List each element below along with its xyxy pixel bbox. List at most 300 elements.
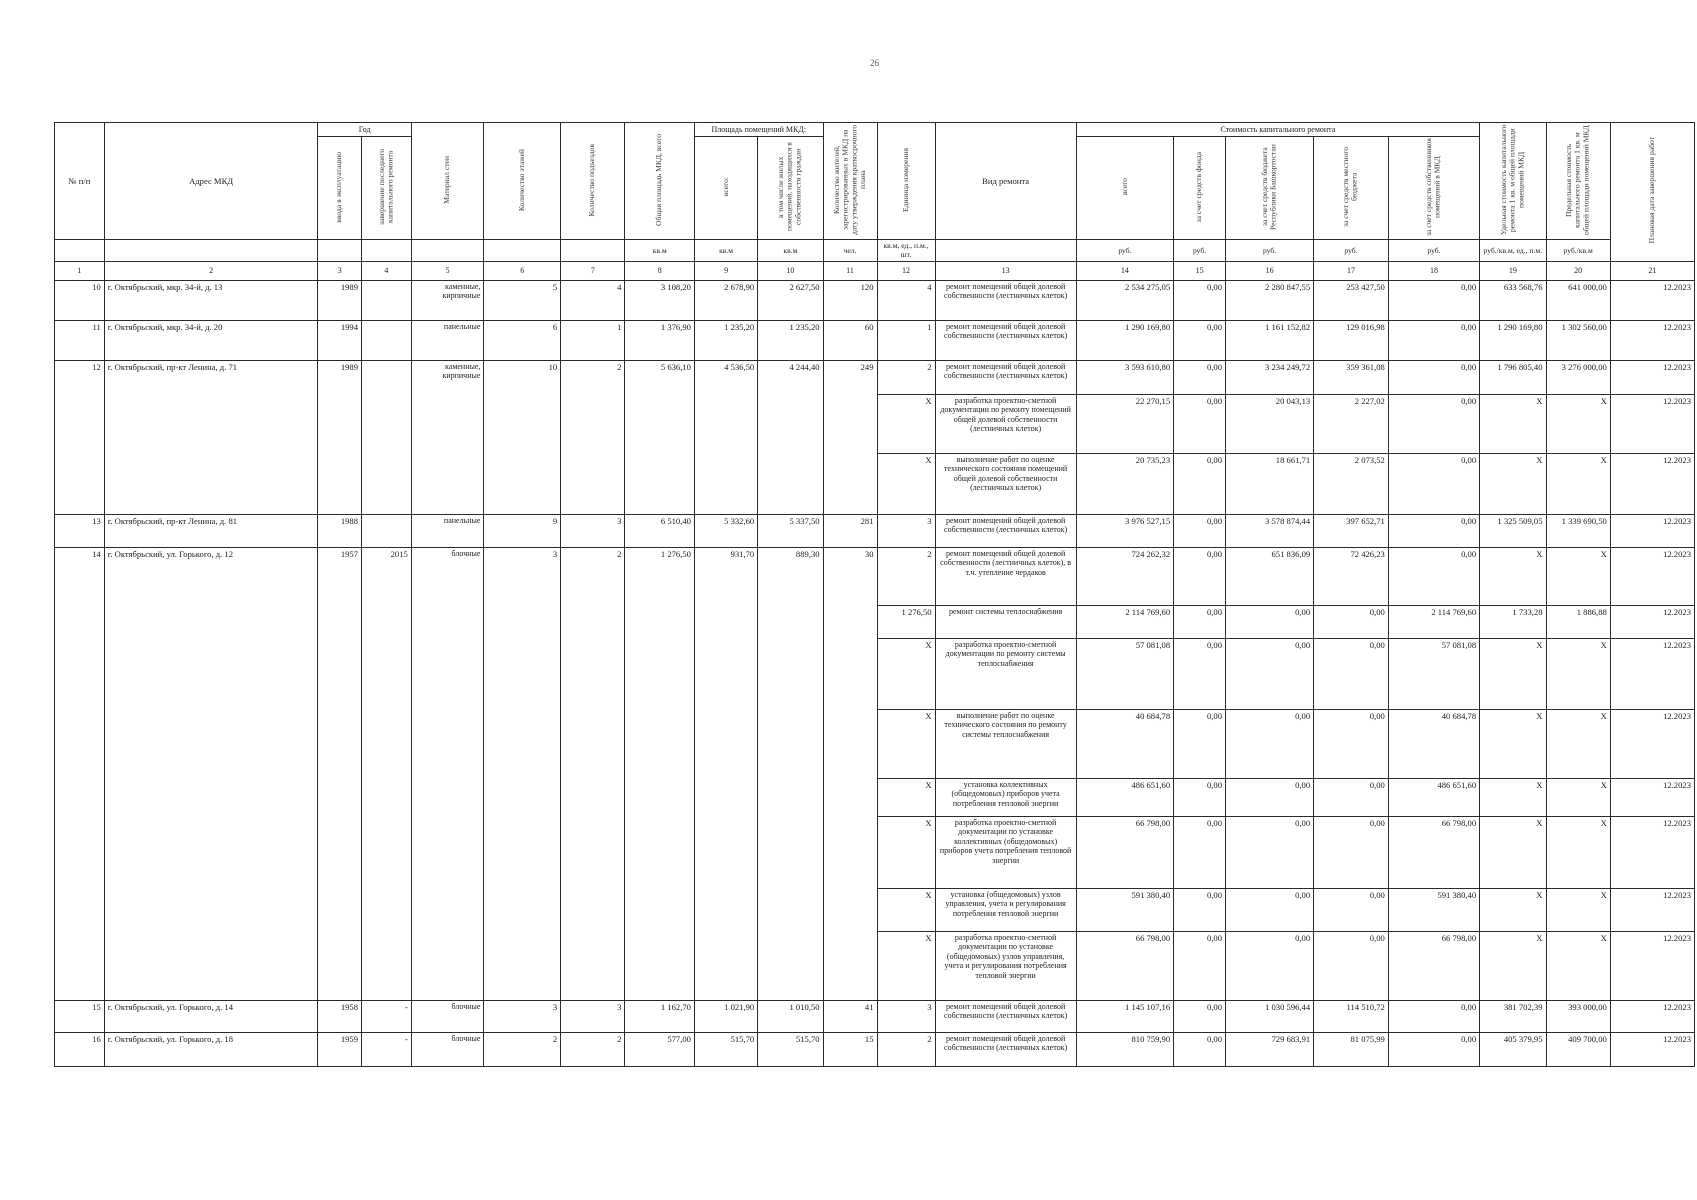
- work-measure: X: [877, 816, 935, 888]
- cost-total: 2 114 769,60: [1076, 605, 1174, 638]
- completion-date: 12.2023: [1610, 1032, 1694, 1066]
- cost-total: 22 270,15: [1076, 394, 1174, 453]
- work-measure: X: [877, 394, 935, 453]
- cost-fund: 0,00: [1174, 888, 1226, 931]
- cost-fund: 0,00: [1174, 931, 1226, 1000]
- completion-date: 12.2023: [1610, 1000, 1694, 1032]
- residents-count: 41: [823, 1000, 877, 1032]
- cost-owners: 486 651,60: [1388, 778, 1479, 816]
- cost-fund: 0,00: [1174, 394, 1226, 453]
- column-number: 10: [758, 261, 823, 280]
- table-row: [55, 1000, 1695, 1032]
- total-area: 6 510,40: [625, 514, 694, 547]
- column-number: 3: [318, 261, 362, 280]
- floors-count: 5: [484, 280, 561, 320]
- repair-type: ремонт помещений общей долевой собственности (лестничных клеток): [935, 360, 1076, 394]
- floors-count: 10: [484, 360, 561, 514]
- wall-material: блочные: [411, 1032, 484, 1066]
- entrances-count: 2: [561, 547, 625, 1000]
- building-no: 16: [55, 1032, 105, 1066]
- cost-fund: 0,00: [1174, 709, 1226, 778]
- max-cost: 3 276 000,00: [1546, 360, 1610, 394]
- column-number: 11: [823, 261, 877, 280]
- residents-count: 60: [823, 320, 877, 360]
- building-address: г. Октябрьский, пр-кт Ленина, д. 71: [104, 360, 318, 514]
- repair-type: ремонт помещений общей долевой собственности (лестничных клеток): [935, 320, 1076, 360]
- completion-date: 12.2023: [1610, 360, 1694, 394]
- building-no: 14: [55, 547, 105, 1000]
- header-units-measure: Единица измерения: [877, 123, 935, 240]
- premises-area: 1 235,20: [694, 320, 757, 360]
- premises-area: 515,70: [694, 1032, 757, 1066]
- residents-count: 281: [823, 514, 877, 547]
- building-address: г. Октябрьский, пр-кт Ленина, д. 81: [104, 514, 318, 547]
- year-commissioning: 1958: [318, 1000, 362, 1032]
- unit-cost-total: руб.: [1076, 240, 1174, 261]
- completion-date: 12.2023: [1610, 778, 1694, 816]
- wall-material: каменные, кирпичные: [411, 360, 484, 514]
- cost-local: 397 652,71: [1314, 514, 1389, 547]
- cost-local: 0,00: [1314, 888, 1389, 931]
- building-address: г. Октябрьский, мкр. 34-й, д. 20: [104, 320, 318, 360]
- unit-cost: 1 796 805,40: [1480, 360, 1546, 394]
- column-number: 20: [1546, 261, 1610, 280]
- completion-date: 12.2023: [1610, 394, 1694, 453]
- max-cost: 1 339 690,50: [1546, 514, 1610, 547]
- repair-type: разработка проектно-сметной документации по установке (общедомовых) узлов управления, учета и регулирования потребления тепловой энергии: [935, 931, 1076, 1000]
- cost-local: 72 426,23: [1314, 547, 1389, 605]
- cost-local: 0,00: [1314, 816, 1389, 888]
- unit-cost: X: [1480, 778, 1546, 816]
- cost-total: 66 798,00: [1076, 816, 1174, 888]
- cost-owners: 2 114 769,60: [1388, 605, 1479, 638]
- column-number: 1: [55, 261, 105, 280]
- residents-count: 15: [823, 1032, 877, 1066]
- cost-local: 359 361,08: [1314, 360, 1389, 394]
- cost-total: 66 798,00: [1076, 931, 1174, 1000]
- work-measure: X: [877, 931, 935, 1000]
- cost-fund: 0,00: [1174, 320, 1226, 360]
- premises-area: 931,70: [694, 547, 757, 1000]
- header-year-group: Год: [318, 123, 411, 137]
- work-measure: 2: [877, 1032, 935, 1066]
- cost-republic: 20 043,13: [1226, 394, 1314, 453]
- completion-date: 12.2023: [1610, 638, 1694, 709]
- cost-local: 0,00: [1314, 605, 1389, 638]
- cost-total: 810 759,90: [1076, 1032, 1174, 1066]
- cost-total: 57 081,08: [1076, 638, 1174, 709]
- unit-cost: 381 702,39: [1480, 1000, 1546, 1032]
- unit-cost: X: [1480, 394, 1546, 453]
- repair-type: разработка проектно-сметной документации по ремонту помещений общей долевой собственности (лестничных клеток): [935, 394, 1076, 453]
- unit-premises-total: кв.м: [694, 240, 757, 261]
- cost-local: 0,00: [1314, 638, 1389, 709]
- header-cost-group: Стоимость капитального ремонта: [1076, 123, 1479, 137]
- cost-total: 2 534 275,05: [1076, 280, 1174, 320]
- repair-type: ремонт помещений общей долевой собственности (лестничных клеток): [935, 280, 1076, 320]
- year-commissioning: 1988: [318, 514, 362, 547]
- header-residents: Количество жителей, зарегистрированных в МКД на дату утверждения краткосрочного плана: [823, 123, 877, 240]
- table-row: [55, 280, 1695, 320]
- premises-capital-area: 889,30: [758, 547, 823, 1000]
- premises-area: 5 332,60: [694, 514, 757, 547]
- column-number: 4: [362, 261, 412, 280]
- unit-unit-cost: руб./кв.м, ед., п.м.: [1480, 240, 1546, 261]
- wall-material: каменные, кирпичные: [411, 280, 484, 320]
- repair-type: установка коллективных (общедомовых) приборов учета потребления тепловой энергии: [935, 778, 1076, 816]
- cost-owners: 0,00: [1388, 394, 1479, 453]
- work-measure: 2: [877, 547, 935, 605]
- max-cost: 1 886,88: [1546, 605, 1610, 638]
- cost-total: 3 976 527,15: [1076, 514, 1174, 547]
- cost-republic: 0,00: [1226, 709, 1314, 778]
- cost-fund: 0,00: [1174, 453, 1226, 514]
- cost-total: 486 651,60: [1076, 778, 1174, 816]
- cost-total: 3 593 610,80: [1076, 360, 1174, 394]
- year-commissioning: 1989: [318, 360, 362, 514]
- year-last-repair: [362, 514, 412, 547]
- header-address: Адрес МКД: [104, 123, 318, 240]
- cost-republic: 0,00: [1226, 816, 1314, 888]
- column-number: 15: [1174, 261, 1226, 280]
- cost-local: 114 510,72: [1314, 1000, 1389, 1032]
- header-total-area: Общая площадь МКД, всего: [625, 123, 694, 240]
- cost-fund: 0,00: [1174, 1032, 1226, 1066]
- floors-count: 9: [484, 514, 561, 547]
- building-address: г. Октябрьский, ул. Горького, д. 12: [104, 547, 318, 1000]
- header-repair-type: Вид ремонта: [935, 123, 1076, 240]
- column-number: 7: [561, 261, 625, 280]
- entrances-count: 2: [561, 1032, 625, 1066]
- repair-type: ремонт помещений общей долевой собственности (лестничных клеток): [935, 1032, 1076, 1066]
- column-number: 9: [694, 261, 757, 280]
- unit-cost: 405 379,95: [1480, 1032, 1546, 1066]
- completion-date: 12.2023: [1610, 931, 1694, 1000]
- repair-type: разработка проектно-сметной документации по ремонту системы теплоснабжения: [935, 638, 1076, 709]
- premises-capital-area: 4 244,40: [758, 360, 823, 514]
- repair-type: ремонт помещений общей долевой собственности (лестничных клеток): [935, 514, 1076, 547]
- cost-owners: 0,00: [1388, 1032, 1479, 1066]
- repair-type: ремонт помещений общей долевой собственности (лестничных клеток), в т.ч. утепление чердаков: [935, 547, 1076, 605]
- repair-type: ремонт системы теплоснабжения: [935, 605, 1076, 638]
- column-number: 21: [1610, 261, 1694, 280]
- repair-type: выполнение работ по оценке технического состояния помещений общей долевой собственности (лестничных клеток): [935, 453, 1076, 514]
- year-last-repair: -: [362, 1000, 412, 1032]
- cost-fund: 0,00: [1174, 778, 1226, 816]
- cost-fund: 0,00: [1174, 1000, 1226, 1032]
- unit-cost: X: [1480, 931, 1546, 1000]
- unit-cost: X: [1480, 816, 1546, 888]
- work-measure: X: [877, 888, 935, 931]
- building-no: 12: [55, 360, 105, 514]
- max-cost: X: [1546, 638, 1610, 709]
- premises-capital-area: 5 337,50: [758, 514, 823, 547]
- year-last-repair: [362, 320, 412, 360]
- completion-date: 12.2023: [1610, 547, 1694, 605]
- completion-date: 12.2023: [1610, 605, 1694, 638]
- year-last-repair: 2015: [362, 547, 412, 1000]
- unit-cost-local: руб.: [1314, 240, 1389, 261]
- year-commissioning: 1957: [318, 547, 362, 1000]
- premises-area: 2 678,90: [694, 280, 757, 320]
- floors-count: 3: [484, 1000, 561, 1032]
- cost-owners: 0,00: [1388, 1000, 1479, 1032]
- work-measure: 4: [877, 280, 935, 320]
- max-cost: X: [1546, 709, 1610, 778]
- floors-count: 3: [484, 547, 561, 1000]
- table-row: [55, 1032, 1695, 1066]
- total-area: 3 108,20: [625, 280, 694, 320]
- column-number: 14: [1076, 261, 1174, 280]
- cost-owners: 66 798,00: [1388, 931, 1479, 1000]
- cost-owners: 0,00: [1388, 547, 1479, 605]
- work-measure: X: [877, 453, 935, 514]
- cost-fund: 0,00: [1174, 360, 1226, 394]
- floors-count: 6: [484, 320, 561, 360]
- column-number: 13: [935, 261, 1076, 280]
- column-number: 12: [877, 261, 935, 280]
- year-last-repair: [362, 360, 412, 514]
- max-cost: X: [1546, 931, 1610, 1000]
- unit-cost: 1 325 509,05: [1480, 514, 1546, 547]
- work-measure: 1 276,50: [877, 605, 935, 638]
- total-area: 5 636,10: [625, 360, 694, 514]
- unit-total-area: кв.м: [625, 240, 694, 261]
- premises-capital-area: 2 627,50: [758, 280, 823, 320]
- page-number: 26: [870, 58, 879, 68]
- cost-republic: 1 161 152,82: [1226, 320, 1314, 360]
- completion-date: 12.2023: [1610, 320, 1694, 360]
- year-commissioning: 1989: [318, 280, 362, 320]
- cost-fund: 0,00: [1174, 547, 1226, 605]
- unit-max-cost: руб./кв.м: [1546, 240, 1610, 261]
- column-number: 5: [411, 261, 484, 280]
- cost-republic: 2 280 847,55: [1226, 280, 1314, 320]
- entrances-count: 3: [561, 514, 625, 547]
- capital-repair-table: [54, 122, 1695, 1067]
- total-area: 577,00: [625, 1032, 694, 1066]
- unit-cost: X: [1480, 638, 1546, 709]
- building-address: г. Октябрьский, мкр. 34-й, д. 13: [104, 280, 318, 320]
- total-area: 1 276,50: [625, 547, 694, 1000]
- residents-count: 249: [823, 360, 877, 514]
- cost-owners: 591 380,40: [1388, 888, 1479, 931]
- work-measure: 3: [877, 1000, 935, 1032]
- unit-measure: кв.м, ед., п.м., шт.: [877, 240, 935, 261]
- repair-type: ремонт помещений общей долевой собственности (лестничных клеток): [935, 1000, 1076, 1032]
- cost-republic: 0,00: [1226, 931, 1314, 1000]
- unit-cost: 1 733,28: [1480, 605, 1546, 638]
- entrances-count: 1: [561, 320, 625, 360]
- table-body: [55, 280, 1695, 1066]
- work-measure: X: [877, 709, 935, 778]
- total-area: 1 162,70: [625, 1000, 694, 1032]
- premises-capital-area: 515,70: [758, 1032, 823, 1066]
- cost-local: 0,00: [1314, 778, 1389, 816]
- max-cost: 641 000,00: [1546, 280, 1610, 320]
- cost-local: 2 227,02: [1314, 394, 1389, 453]
- header-wall-material: Материал стен: [411, 123, 484, 240]
- cost-republic: 0,00: [1226, 638, 1314, 709]
- repair-type: выполнение работ по оценке технического состояния по ремонту системы теплоснабжения: [935, 709, 1076, 778]
- cost-republic: 3 234 249,72: [1226, 360, 1314, 394]
- column-number: 6: [484, 261, 561, 280]
- residents-count: 120: [823, 280, 877, 320]
- cost-total: 40 684,78: [1076, 709, 1174, 778]
- year-last-repair: [362, 280, 412, 320]
- max-cost: X: [1546, 778, 1610, 816]
- cost-owners: 0,00: [1388, 514, 1479, 547]
- max-cost: X: [1546, 888, 1610, 931]
- cost-local: 81 075,99: [1314, 1032, 1389, 1066]
- header-year-last-repair: завершение последнего капитального ремонта: [362, 137, 412, 240]
- header-deadline: Плановая дата завершения работ: [1610, 123, 1694, 262]
- max-cost: 1 302 560,00: [1546, 320, 1610, 360]
- work-measure: 1: [877, 320, 935, 360]
- cost-owners: 66 798,00: [1388, 816, 1479, 888]
- table-row: [55, 547, 1695, 605]
- completion-date: 12.2023: [1610, 280, 1694, 320]
- unit-premises-capital: кв.м: [758, 240, 823, 261]
- cost-fund: 0,00: [1174, 280, 1226, 320]
- cost-fund: 0,00: [1174, 638, 1226, 709]
- building-address: г. Октябрьский, ул. Горького, д. 14: [104, 1000, 318, 1032]
- repair-type: разработка проектно-сметной документации по установке коллективных (общедомовых) приборов учета потребления тепловой энергии: [935, 816, 1076, 888]
- cost-local: 0,00: [1314, 931, 1389, 1000]
- cost-republic: 0,00: [1226, 888, 1314, 931]
- header-cost-fund: за счет средств фонда: [1174, 137, 1226, 240]
- cost-total: 591 380,40: [1076, 888, 1174, 931]
- max-cost: X: [1546, 394, 1610, 453]
- cost-fund: 0,00: [1174, 816, 1226, 888]
- cost-owners: 0,00: [1388, 360, 1479, 394]
- repair-type: установка (общедомовых) узлов управления, учета и регулирования потребления тепловой энергии: [935, 888, 1076, 931]
- wall-material: панельные: [411, 320, 484, 360]
- column-number: 17: [1314, 261, 1389, 280]
- header-entrances: Количество подъездов: [561, 123, 625, 240]
- total-area: 1 376,90: [625, 320, 694, 360]
- column-numbers-row: [55, 261, 1695, 280]
- work-measure: X: [877, 778, 935, 816]
- cost-owners: 0,00: [1388, 320, 1479, 360]
- floors-count: 2: [484, 1032, 561, 1066]
- building-no: 10: [55, 280, 105, 320]
- column-number: 8: [625, 261, 694, 280]
- table-row: [55, 320, 1695, 360]
- cost-fund: 0,00: [1174, 514, 1226, 547]
- cost-republic: 729 683,91: [1226, 1032, 1314, 1066]
- completion-date: 12.2023: [1610, 453, 1694, 514]
- header-max-cost: Предельная стоимость капитального ремонта 1 кв. м общей площади помещений МКД: [1546, 123, 1610, 240]
- wall-material: блочные: [411, 1000, 484, 1032]
- completion-date: 12.2023: [1610, 888, 1694, 931]
- header-premises-group: Площадь помещений МКД:: [694, 123, 823, 137]
- entrances-count: 4: [561, 280, 625, 320]
- cost-owners: 0,00: [1388, 280, 1479, 320]
- entrances-count: 3: [561, 1000, 625, 1032]
- unit-cost: X: [1480, 709, 1546, 778]
- header-premises-total: всего:: [694, 137, 757, 240]
- unit-cost: X: [1480, 453, 1546, 514]
- work-measure: 3: [877, 514, 935, 547]
- max-cost: X: [1546, 547, 1610, 605]
- max-cost: 393 000,00: [1546, 1000, 1610, 1032]
- column-number: 18: [1388, 261, 1479, 280]
- premises-area: 1 021,90: [694, 1000, 757, 1032]
- cost-republic: 1 030 596,44: [1226, 1000, 1314, 1032]
- cost-local: 0,00: [1314, 709, 1389, 778]
- max-cost: X: [1546, 453, 1610, 514]
- cost-republic: 0,00: [1226, 605, 1314, 638]
- table-row: [55, 514, 1695, 547]
- cost-republic: 0,00: [1226, 778, 1314, 816]
- max-cost: X: [1546, 816, 1610, 888]
- year-last-repair: -: [362, 1032, 412, 1066]
- column-number: 16: [1226, 261, 1314, 280]
- completion-date: 12.2023: [1610, 514, 1694, 547]
- header-year-commissioning: ввода в эксплуатацию: [318, 137, 362, 240]
- header-cost-total: всего: [1076, 137, 1174, 240]
- wall-material: панельные: [411, 514, 484, 547]
- year-commissioning: 1959: [318, 1032, 362, 1066]
- building-no: 13: [55, 514, 105, 547]
- completion-date: 12.2023: [1610, 816, 1694, 888]
- work-measure: X: [877, 638, 935, 709]
- cost-republic: 3 578 874,44: [1226, 514, 1314, 547]
- unit-residents: чел.: [823, 240, 877, 261]
- cost-total: 20 735,23: [1076, 453, 1174, 514]
- cost-republic: 651 836,09: [1226, 547, 1314, 605]
- building-no: 11: [55, 320, 105, 360]
- building-no: 15: [55, 1000, 105, 1032]
- header-premises-capital: в том числе жилых помещений, находящихся в собственности граждан: [758, 137, 823, 240]
- cost-owners: 40 684,78: [1388, 709, 1479, 778]
- table-row: [55, 360, 1695, 394]
- unit-cost: 633 568,76: [1480, 280, 1546, 320]
- header-floors: Количество этажей: [484, 123, 561, 240]
- cost-local: 129 016,98: [1314, 320, 1389, 360]
- header-no: № п/п: [55, 123, 105, 240]
- entrances-count: 2: [561, 360, 625, 514]
- cost-local: 2 073,52: [1314, 453, 1389, 514]
- unit-cost-owners: руб.: [1388, 240, 1479, 261]
- cost-republic: 18 661,71: [1226, 453, 1314, 514]
- unit-cost: X: [1480, 547, 1546, 605]
- premises-capital-area: 1 235,20: [758, 320, 823, 360]
- cost-fund: 0,00: [1174, 605, 1226, 638]
- header-cost-owners: за счет средств собственников помещений в МКД: [1388, 137, 1479, 240]
- year-commissioning: 1994: [318, 320, 362, 360]
- unit-cost: X: [1480, 888, 1546, 931]
- cost-total: 724 262,32: [1076, 547, 1174, 605]
- unit-cost: 1 290 169,80: [1480, 320, 1546, 360]
- unit-cost-fund: руб.: [1174, 240, 1226, 261]
- unit-cost-republic: руб.: [1226, 240, 1314, 261]
- cost-local: 253 427,50: [1314, 280, 1389, 320]
- cost-total: 1 145 107,16: [1076, 1000, 1174, 1032]
- residents-count: 30: [823, 547, 877, 1000]
- header-unit-cost: Удельная стоимость капитального ремонта 1 кв. м общей площади помещений МКД: [1480, 123, 1546, 240]
- cost-owners: 57 081,08: [1388, 638, 1479, 709]
- completion-date: 12.2023: [1610, 709, 1694, 778]
- cost-owners: 0,00: [1388, 453, 1479, 514]
- premises-capital-area: 1 010,50: [758, 1000, 823, 1032]
- header-cost-republic: за счет средств бюджета Республики Башкортостан: [1226, 137, 1314, 240]
- column-number: 2: [104, 261, 318, 280]
- cost-total: 1 290 169,80: [1076, 320, 1174, 360]
- column-number: 19: [1480, 261, 1546, 280]
- work-measure: 2: [877, 360, 935, 394]
